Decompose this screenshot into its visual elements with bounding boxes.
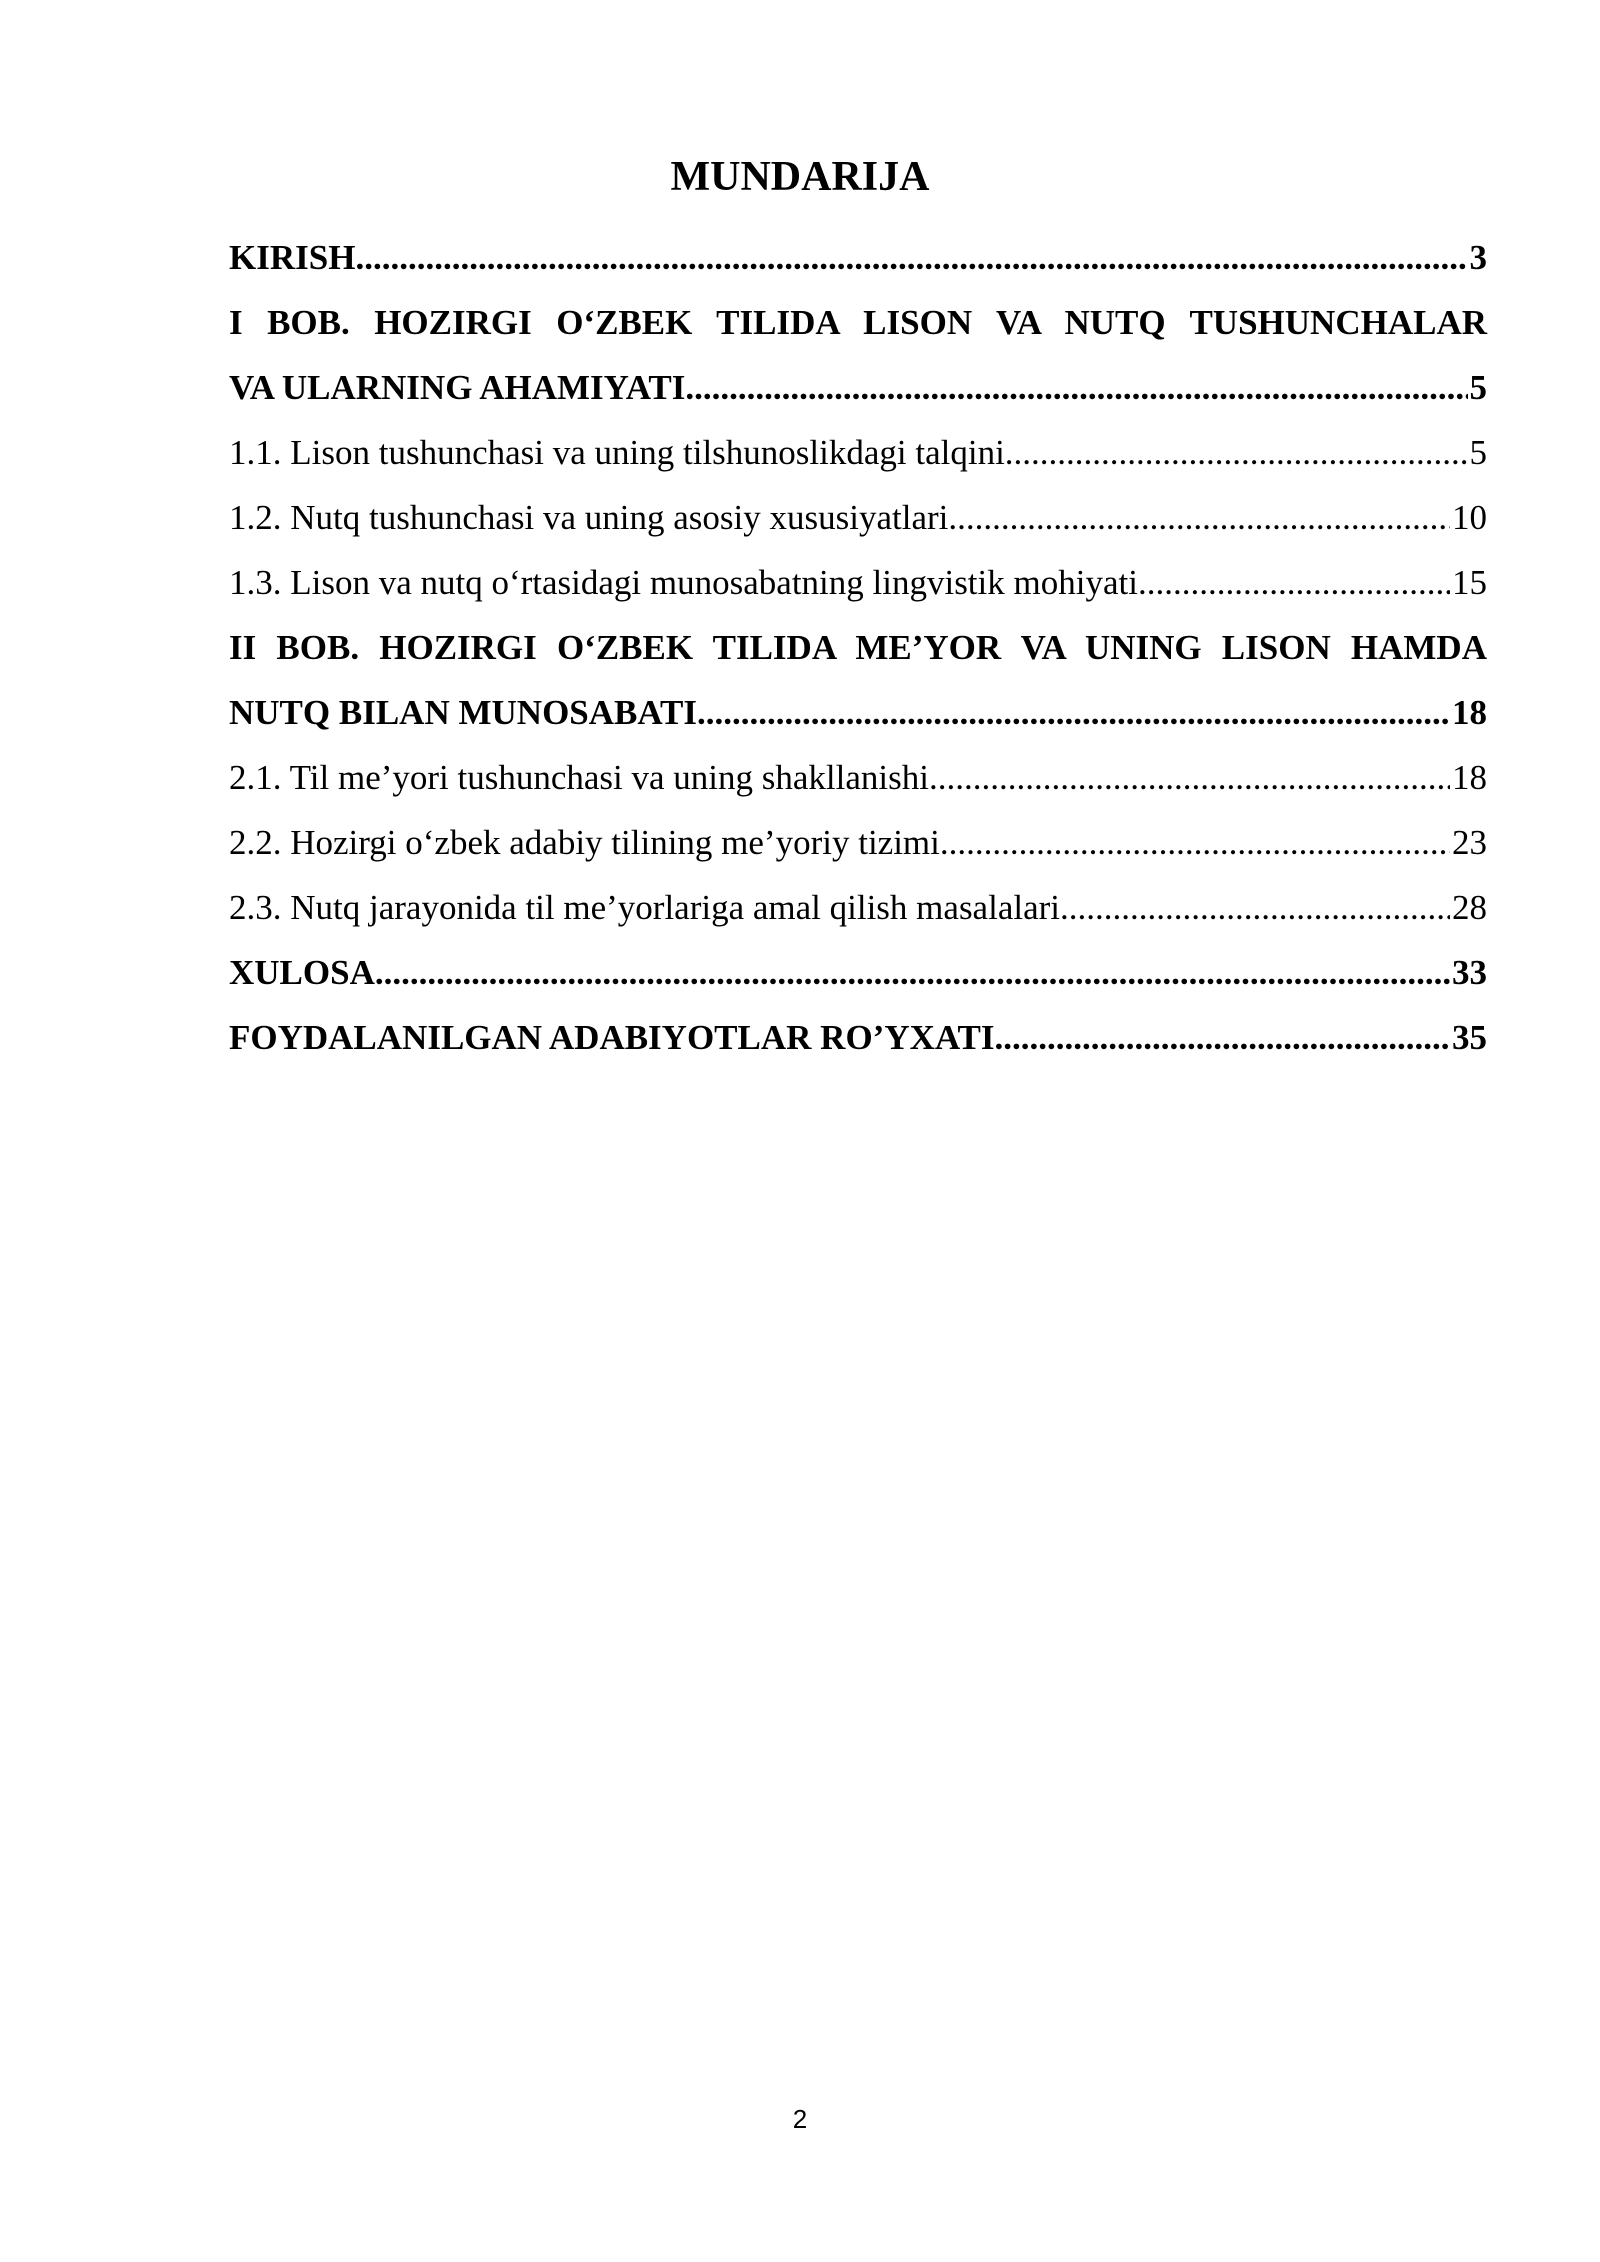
- toc-entry-page: 5: [1469, 368, 1487, 407]
- page-title: MUNDARIJA: [670, 154, 930, 200]
- toc-entry-chapter-2[interactable]: [229, 615, 1487, 745]
- toc-dot-leader: [948, 485, 1450, 550]
- toc-dot-leader: [929, 745, 1450, 810]
- toc-entry-title-first-line: I BOB. HOZIRGI O‘ZBEK TILIDA LISON VA NUTQ TUSHUNCHALAR: [229, 303, 1487, 342]
- toc-entry-page: 35: [1452, 1018, 1487, 1057]
- toc-entry-chapter-1[interactable]: [229, 290, 1487, 420]
- toc-entry-section-1-2[interactable]: [229, 485, 1487, 550]
- toc-entry-title: 2.3. Nutq jarayonida til me’yorlariga amal qilish masalalari: [229, 888, 1060, 927]
- toc-entry-title-first-line: II BOB. HOZIRGI O‘ZBEK TILIDA ME’YOR VA UNING LISON HAMDA: [229, 628, 1487, 667]
- toc-entry-title: 1.3. Lison va nutq o‘rtasidagi munosabatning lingvistik mohiyati: [229, 563, 1138, 602]
- table-of-contents: [229, 225, 1487, 1070]
- toc-entry-title: 2.1. Til me’yori tushunchasi va uning shakllanishi: [229, 758, 929, 797]
- toc-entry-page: 28: [1452, 888, 1487, 927]
- toc-entry-page: 33: [1452, 953, 1487, 992]
- toc-dot-leader: [1060, 875, 1450, 940]
- page-number: 2: [792, 2104, 808, 2134]
- toc-dot-leader: [1138, 550, 1450, 615]
- toc-entry-title: 1.1. Lison tushunchasi va uning tilshunoslikdagi talqini: [229, 433, 1005, 472]
- toc-entry-references[interactable]: [229, 1005, 1487, 1070]
- toc-entry-line: [229, 485, 1487, 550]
- toc-dot-leader: [940, 810, 1450, 875]
- toc-entry-kirish[interactable]: [229, 225, 1487, 290]
- toc-entry-section-2-2[interactable]: [229, 810, 1487, 875]
- toc-entry-xulosa[interactable]: [229, 940, 1487, 1005]
- toc-entry-title: XULOSA: [229, 953, 375, 992]
- toc-entry-page: 10: [1452, 498, 1487, 537]
- toc-entry-section-1-1[interactable]: [229, 420, 1487, 485]
- toc-entry-line: [229, 680, 1487, 745]
- toc-entry-page: 3: [1469, 238, 1487, 277]
- toc-entry-title: 1.2. Nutq tushunchasi va uning asosiy xususiyatlari: [229, 498, 949, 537]
- toc-entry-page: 18: [1452, 758, 1487, 797]
- toc-dot-leader: [375, 940, 1450, 1005]
- toc-entry-line: [229, 225, 1487, 290]
- toc-entry-line: [229, 550, 1487, 615]
- toc-entry-line: [229, 940, 1487, 1005]
- toc-entry-line: [229, 420, 1487, 485]
- toc-entry-line: [229, 745, 1487, 810]
- toc-entry-page: 15: [1452, 563, 1487, 602]
- toc-dot-leader: [685, 355, 1467, 420]
- toc-entry-title: KIRISH: [229, 238, 356, 277]
- toc-dot-leader: [697, 680, 1450, 745]
- toc-entry-title: 2.2. Hozirgi o‘zbek adabiy tilining me’yoriy tizimi: [229, 823, 940, 862]
- toc-entry-line: [229, 355, 1487, 420]
- toc-entry-title: NUTQ BILAN MUNOSABATI: [229, 693, 698, 732]
- toc-entry-title: VA ULARNING AHAMIYATI: [229, 368, 686, 407]
- toc-dot-leader: [995, 1005, 1450, 1070]
- toc-entry-title: FOYDALANILGAN ADABIYOTLAR RO’YXATI: [229, 1018, 995, 1057]
- toc-entry-line: [229, 1005, 1487, 1070]
- toc-dot-leader: [1005, 420, 1468, 485]
- toc-entry-line: [229, 810, 1487, 875]
- toc-entry-page: 23: [1452, 823, 1487, 862]
- toc-entry-section-1-3[interactable]: [229, 550, 1487, 615]
- toc-dot-leader: [355, 225, 1467, 290]
- toc-entry-section-2-1[interactable]: [229, 745, 1487, 810]
- toc-entry-page: 18: [1452, 693, 1487, 732]
- toc-entry-section-2-3[interactable]: [229, 875, 1487, 940]
- toc-entry-page: 5: [1469, 433, 1487, 472]
- toc-entry-line: [229, 875, 1487, 940]
